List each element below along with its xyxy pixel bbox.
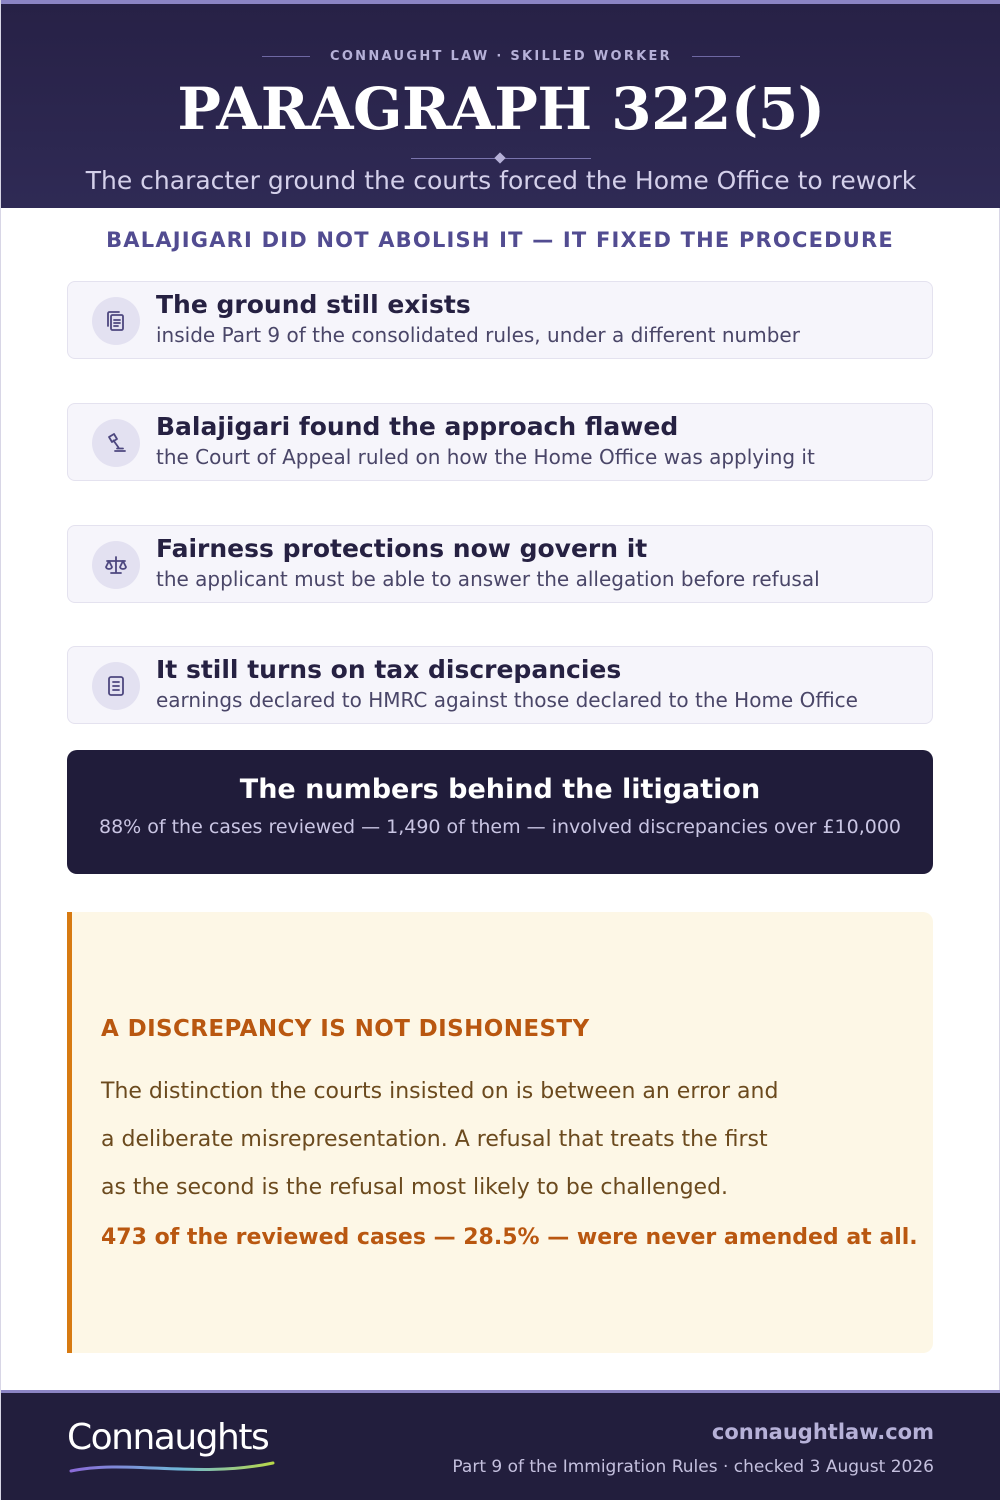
point-card-balajigari — [67, 403, 933, 481]
stats-title: The numbers behind the litigation — [239, 774, 761, 805]
card-text: inside Part 9 of the consolidated rules, under a different number — [156, 323, 800, 347]
page-subtitle: The character ground the courts forced the Home Office to rework — [85, 166, 917, 195]
callout-body-line: as the second is the refusal most likely to be challenged. — [101, 1175, 729, 1200]
card-title: Balajigari found the approach flawed — [156, 412, 679, 441]
kicker-text: CONNAUGHT LAW · SKILLED WORKER — [329, 49, 672, 64]
point-card-ground-exists — [67, 281, 933, 359]
card-title: It still turns on tax discrepancies — [156, 655, 622, 684]
card-text: earnings declared to HMRC against those declared to the Home Office — [156, 688, 858, 712]
stats-text: 88% of the cases reviewed — 1,490 of them — involved discrepancies over £10,000 — [98, 816, 902, 838]
card-title: The ground still exists — [156, 290, 471, 319]
callout-box — [67, 912, 933, 1353]
connaughts-logo — [67, 1417, 287, 1477]
header-kicker — [1, 49, 1000, 64]
callout-body-line: The distinction the courts insisted on is between an error and — [101, 1079, 779, 1104]
divider-diamond-icon — [494, 152, 505, 163]
point-card-tax-discrepancies — [67, 646, 933, 724]
callout-body — [101, 1068, 841, 1212]
logo-text: Connaughts — [67, 1417, 269, 1458]
gavel-icon — [92, 419, 140, 467]
card-text: the applicant must be able to answer the allegation before refusal — [156, 567, 820, 591]
documents-icon — [92, 297, 140, 345]
card-text: the Court of Appeal ruled on how the Home Office was applying it — [156, 445, 815, 469]
callout-accent-bar — [67, 912, 72, 1353]
page-title: PARAGRAPH 322(5) — [177, 75, 825, 143]
header — [1, 0, 1000, 208]
footer-footnote: Part 9 of the Immigration Rules · checked 3 August 2026 — [452, 1457, 934, 1477]
callout-heading: A DISCREPANCY IS NOT DISHONESTY — [101, 1016, 590, 1042]
stats-box — [67, 750, 933, 874]
callout-body-line: a deliberate misrepresentation. A refusal that treats the first — [101, 1127, 768, 1152]
scales-icon — [92, 541, 140, 589]
card-title: Fairness protections now govern it — [156, 534, 648, 563]
kicker-rule-right — [692, 56, 740, 57]
section-heading: BALAJIGARI DID NOT ABOLISH IT — IT FIXED THE PROCEDURE — [106, 228, 894, 252]
document-lines-icon — [92, 662, 140, 710]
callout-highlight: 473 of the reviewed cases — 28.5% — were never amended at all. — [101, 1225, 918, 1250]
footer — [1, 1390, 1000, 1500]
logo-swoosh-icon — [67, 1457, 277, 1481]
kicker-rule-left — [262, 56, 310, 57]
website-link[interactable]: connaughtlaw.com — [711, 1420, 934, 1444]
point-card-fairness — [67, 525, 933, 603]
